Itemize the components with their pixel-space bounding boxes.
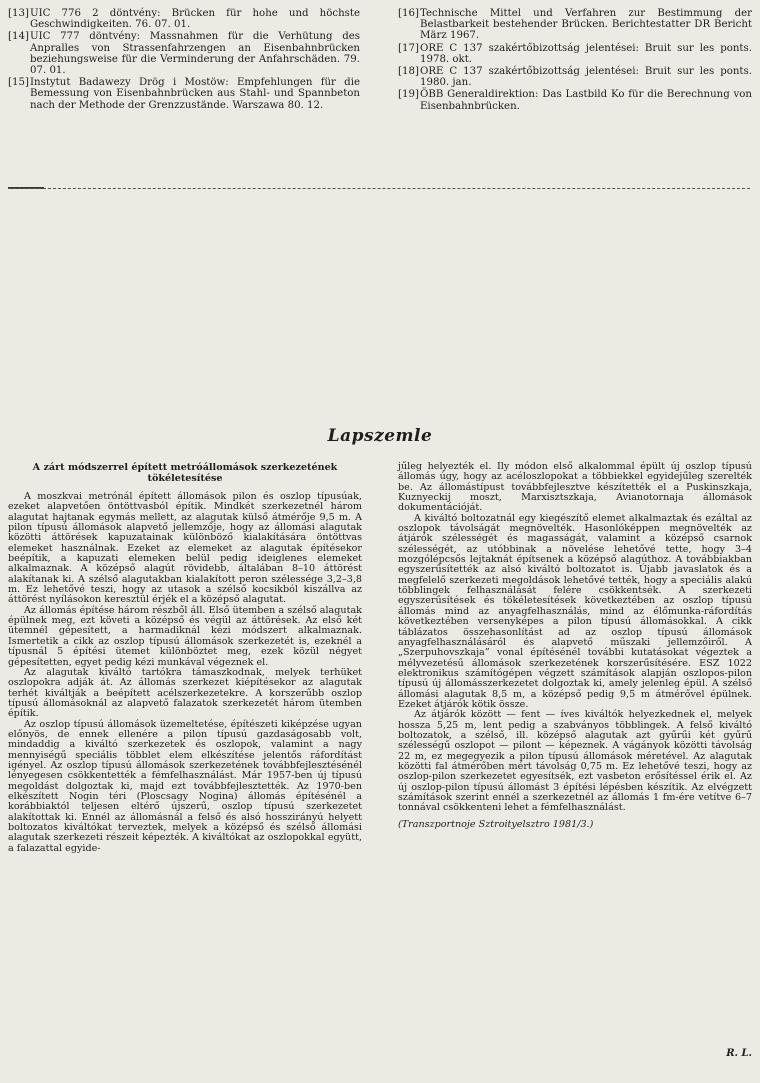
reference-item xyxy=(8,8,360,30)
reference-item xyxy=(398,43,752,65)
article-paragraph: jűleg helyezték el. Ily módon első alkalommal épült új oszlop típusú állomás úgy, hogy az acéloszlopokat a többiekkel egyidejűleg szerelték be. Az állomástípust továbbfejlesztve készítették el a Puskinszkaja, Kuznyeckij moszt, Marxisztszkaja, Avianotornaja állomások dokumentációját. xyxy=(398,461,752,514)
reference-text: Technische Mittel und Verfahren zur Bestimmung der Belastbarkeit bestehender Brücken. Berichtestatter DR Bericht März 1967. xyxy=(420,8,752,42)
section-title: Lapszemle xyxy=(327,426,433,446)
reference-item xyxy=(8,31,360,76)
reference-text: Instytut Badawezy Drög i Mostöw: Empfehlungen für die Bemessung von Eisenbahnbrücken aus Stahl- und Spannbeton nach der Methode der Grenzzustände. Warszawa 80. 12. xyxy=(30,77,360,111)
article-source: (Transzportnoje Sztroityelsztro 1981/3.) xyxy=(398,818,594,830)
reference-text: ÖBB Generaldirektion: Das Lastbild Ko für die Berechnung von Eisenbahnbrücken. xyxy=(420,89,752,112)
article-paragraph: Az oszlop típusú állomások üzemeltetése, építészeti kiképzése ugyan előnyös, de ennek ellenére a pilon típusú gazdaságosabb volt, mindaddig a kiváltó szerkezetek és oszlopok, valamint a nagy mennyiségű speciális többlet elem elkészítése jelentős ráfordítást igényel. Az oszlop típusú állomások szerkezetének továbbfejlesztésénél lényegesen csökkentették a fémfelhasználást. Már 1957-ben új típusú megoldást dolgoztak ki, majd ezt továbbfejlesztették. Az 1970-ben elkészített Nogin téri (Ploscsagy Nogina) állomás építésénél a korábbiaktól teljesen eltérő újszerű, oszlop típusú szerkezetet alakítottak ki. Ennél az állomásnál a felső és alsó hosszirányú helyett boltozatos kiváltókat terveztek, melyek a középső és szélső állomási alagutak szerkezeti részeit képezték. A kiváltókat az oszlopokkal együtt, a falazattal egyide- xyxy=(8,718,362,854)
article-paragraph: A moszkvai metrónál épített állomások pilon és oszlop típusúak, ezeket alapvetően öntöttvasból építik. Mindkét szerkezetnél három alagutat hajtanak egymás mellett, az alagutak külső átmérője 9,5 m. A pilon típusú állomások alapvető jellemzője, hogy az állomási alagutak közötti áttörések kapuzatainak különböző kialakítására öntöttvas elemeket használnak. Ezeket az elemeket az alagutak építésekor beépítik, a kapuzati elemeken belül pedig ideiglenes elemeket alkalmaznak. A középső alagút rövidebb, általában 8–10 áttörést alakítanak ki. A szélső alagutakban kialakított peron szélessége 3,2–3,8 m. Ez lehetővé teszi, hogy az utasok a szélső kocsikból kiszállva az áttörést nyílásokon keresztül érjék el a középső alagutat. xyxy=(8,491,362,606)
reference-number: [18] xyxy=(398,66,419,78)
article-paragraph: Az átjárók között — fent — íves kiváltók helyezkednek el, melyek hossza 5,25 m, lent pedig a szabványos többlingek. A felső kiváltó boltozatok, a szélső, ill. középső alagutak azt gyűrűi két gyűrű szélességű oszlopot — pilont — képeznek. A vágányok közötti távolság 22 m, ez megegyezik a pilon típusú állomások méretével. Az alagutak közötti fal átmérőben mért távolság 0,75 m. Ez lehetővé teszi, hogy az oszlop-pilon szerkezetet egyesítsék, ezt vasbeton erősítéssel érik el. Az új oszlop-pilon típusú állomást 3 építési lépésben készítik. Az elvégzett számítások szerint ennél a szerkezetnél az állomás 1 fm-ére vetítve 6–7 tonnával csökkenteni lehet a fémfelhasználást. xyxy=(398,709,752,814)
reference-item xyxy=(398,8,752,42)
article-paragraph: Az alagutak kiváltó tartókra támaszkodnak, melyek terhüket oszlopokra adják át. Az állomás szerkezet kiépítésekor az alagutak terhét kiváltják a beépített acélszerkezetekre. A korszerűbb oszlop típusú állomásoknál az alapvető falazatok szerkezetét három ütemben építik. xyxy=(8,666,362,720)
reference-number: [16] xyxy=(398,8,419,19)
reference-number: [13] xyxy=(8,8,29,19)
reference-number: [15] xyxy=(8,77,29,89)
reference-number: [19] xyxy=(398,89,419,101)
reference-text: UIC 776 2 döntvény: Brücken für hohe und höchste Geschwindigkeiten. 76. 07. 01. xyxy=(30,8,360,31)
article-signature: R. L. xyxy=(726,1048,752,1059)
reference-text: ORE C 137 szakértőbizottság jelentései: Bruit sur les ponts. 1980. jan. xyxy=(420,66,752,89)
reference-number: [14] xyxy=(8,31,29,43)
article-column-right xyxy=(398,462,752,830)
reference-text: UIC 777 döntvény: Massnahmen für die Verhütung des Anpralles von Strassenfahrzengen an Eisenbahnbrücken beziehungsweise für die Verminderung der Anfahrschäden. 79. 07. 01. xyxy=(30,31,360,77)
separator-rule xyxy=(8,188,750,189)
reference-item xyxy=(8,77,360,111)
reference-item xyxy=(398,89,752,111)
references-right xyxy=(398,8,752,113)
references-left xyxy=(8,8,360,112)
reference-text: ORE C 137 szakértőbizottság jelentései: Bruit sur les ponts. 1978. okt. xyxy=(420,42,752,65)
reference-number: [17] xyxy=(398,42,419,54)
article-title: A zárt módszerrel épített metróállomások szerkezetének tökéletesítése xyxy=(32,462,338,484)
article-column-left xyxy=(8,462,362,854)
reference-item xyxy=(398,66,752,88)
article-paragraph: Az állomás építése három részből áll. Első ütemben a szélső alagutak épülnek meg, ezt követi a középső és végül az áttörések. Az első két ütemnél gépesített, a harmadiknál kézi módszert alkalmaznak. Ismertetik a cikk az oszlop típusú állomások szerkezetét is, ezeknél a típusnál 5 építési ütemet különböztet meg, ezek közül négyet gépesítetten, egyet pedig kézi munkával végeznek el. xyxy=(8,604,362,668)
article-paragraph: A kiváltó boltozatnál egy kiegészítő elemet alkalmaztak és ezáltal az oszlopok távolságát megnövelték. Hasonlóképpen megnövelték az átjárók szélességét és magasságát, valamint a középső csarnok szélességét, az utóbbinak a növelése lehetővé tette, hogy 3–4 mozgólépcsős lejtaknát építsenek a középső alagúthoz. A továbbiakban egyszerűsítették az alsó kiváltó boltozatot is. Újabb javaslatok és a megfelelő szerkezeti megoldások lehetővé tették, hogy a speciális alakú többlingek felhasználását felére csökkentsék. A szerkezeti egyszerűsítések és tökéletesítések következtében az oszlop típusú állomás mind az anyagfelhasználás, mind az élőmunka-ráfordítás következtében versenyképes a pilon típusú állomásokkal. A cikk táblázatos összehasonlítást ad az oszlop típusú állomások anyagfelhasználásáról és alapvető műszaki jellemzőiről. A „Szerpuhovszkaja” vonal építésénél további kutatásokat végeztek a mélyvezetésű állomások szerkezetének korszerűsítésére. ESZ 1022 elektronikus számítógépen végzett számítások alapján oszlopos-pilon típusú új állomásszerkezetet dolgoztak ki, amely jelenleg épül. A szélső állomási alagutak 8,5 m, a középső pedig 9,5 m átmérővel épülnek. Ezeket átjárók kötik össze. xyxy=(398,512,752,710)
